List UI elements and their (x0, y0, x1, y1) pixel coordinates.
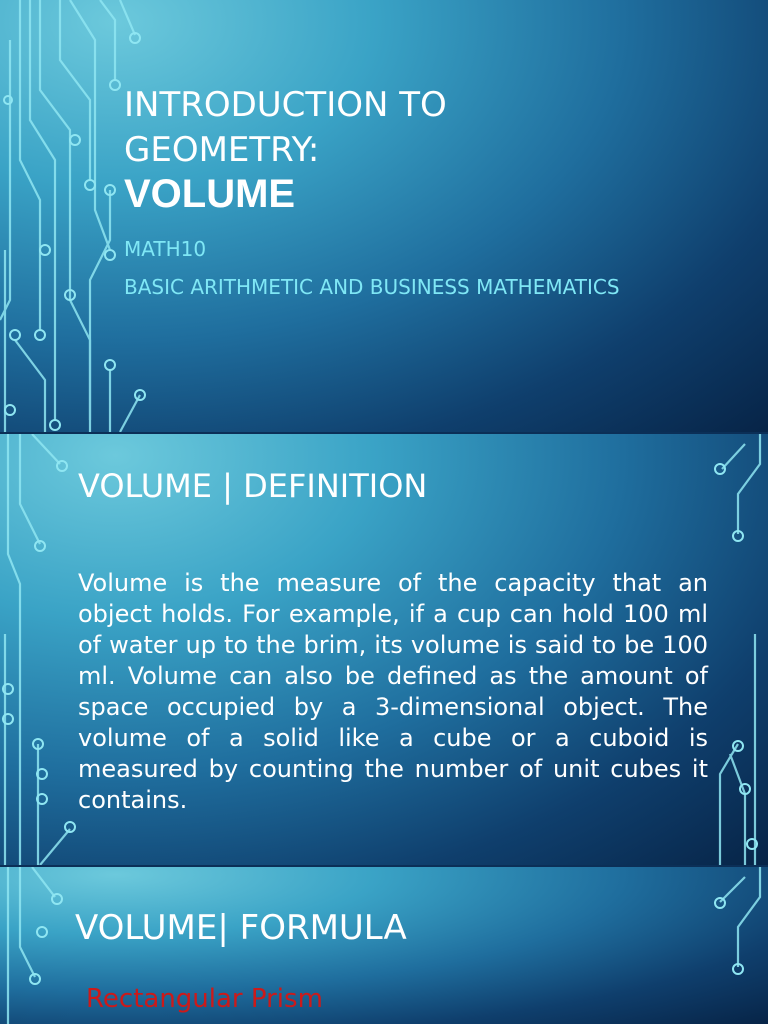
title-line-2: GEOMETRY: (124, 130, 320, 170)
circuit-decoration-left (0, 867, 70, 1024)
course-name: BASIC ARITHMETIC AND BUSINESS MATHEMATICS (124, 275, 620, 299)
slide-title (0, 0, 768, 432)
title-bold: VOLUME (124, 172, 296, 216)
slide-definition (0, 434, 768, 865)
title-line-1: INTRODUCTION TO (124, 85, 447, 125)
circuit-decoration-right (700, 867, 768, 1024)
circuit-decoration-left (0, 434, 80, 865)
slide-2-title: VOLUME | DEFINITION (78, 467, 428, 505)
slide-3-title: VOLUME| FORMULA (75, 908, 407, 948)
definition-text: Volume is the measure of the capacity that an object holds. For example, if a cup can hold 100 ml of water up to the brim, its volume is said to be 100 ml. Volume can also be defined as the amount of space occupied by a 3-dimensional object. The volume of a solid like a cube or a cuboid is measured by counting the number of unit cubes it contains. (78, 569, 708, 814)
rectangular-prism-heading: Rectangular Prism (86, 984, 323, 1014)
course-code: MATH10 (124, 237, 207, 261)
slide-formula (0, 867, 768, 1024)
